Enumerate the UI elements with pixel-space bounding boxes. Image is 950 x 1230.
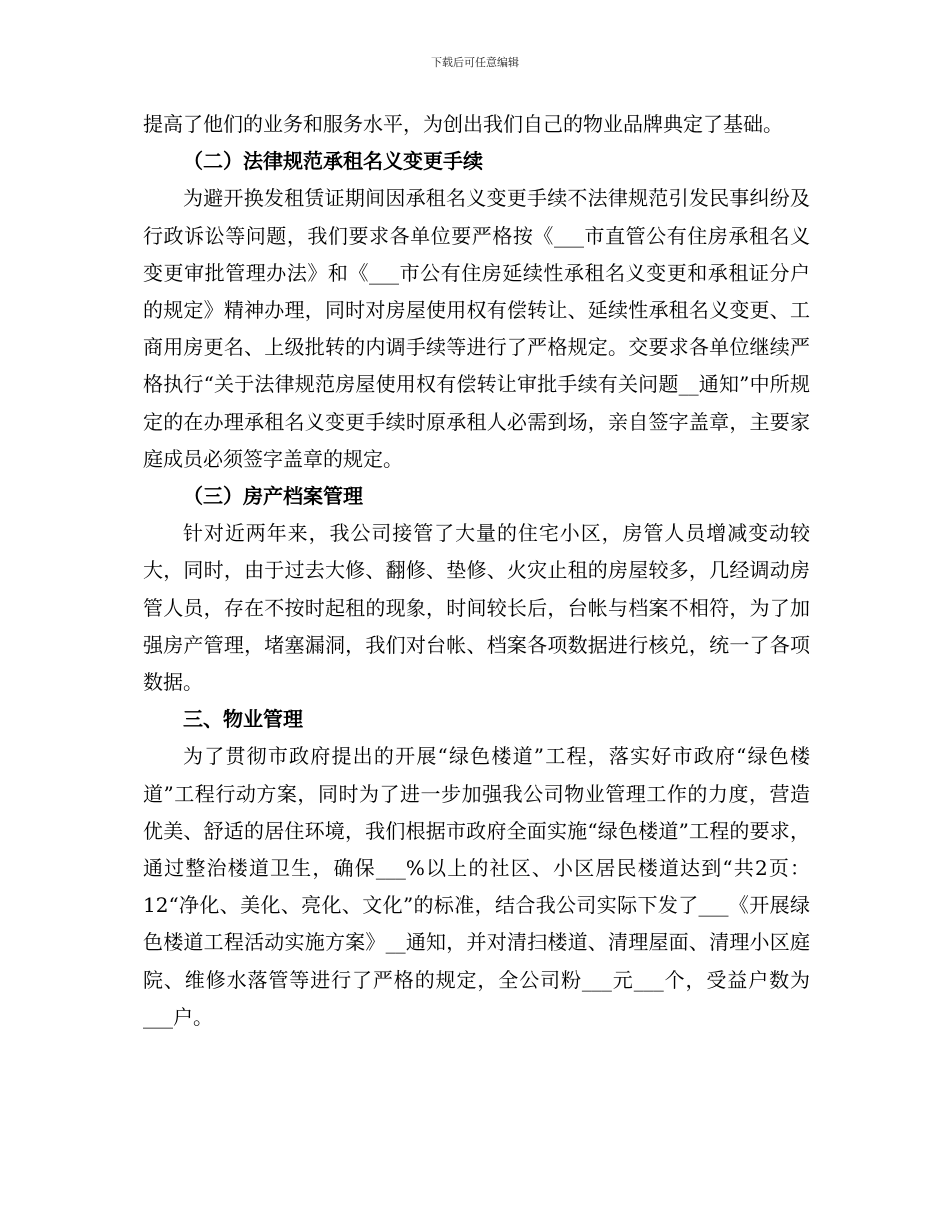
paragraph-green-corridor: 为了贯彻市政府提出的开展“绿色楼道”工程，落实好市政府“绿色楼道”工程行动方案，同时为了进一步加强我公司物业管理工作的力度，营造优美、舒适的居住环境，我们根据市政府全面实施“绿色楼道”工程的要求，通过整治楼道卫生，确保___%以上的社区、小区居民楼道达到“共2页：12“净化、美化、亮化、文化”的标准，结合我公司实际下发了___《开展绿色楼道工程活动实施方案》__通知，并对清扫楼道、清理屋面、清理小区庭院、维修水落管等进行了严格的规定，全公司粉___元___个，受益户数为___户。: [143, 744, 810, 1029]
paragraph-lease-name-change: 为避开换发租赁证期间因承租名义变更手续不法律规范引发民事纠纷及行政诉讼等问题，我们要求各单位要严格按《___市直管公有住房承租名义变更审批管理办法》和《___市公有住房延续性承租名义变更和承租证分户的规定》精神办理，同时对房屋使用权有偿转让、延续性承租名义变更、工商用房更名、上级批转的内调手续等进行了严格规定。交要求各单位继续严格执行“关于法律规范房屋使用权有偿转让审批手续有关问题__通知”中所规定的在办理承租名义变更手续时原承租人必需到场，亲自签字盖章，主要家庭成员必须签字盖章的规定。: [143, 186, 810, 471]
section-heading-property-management: 三、物业管理: [183, 707, 303, 732]
page-header: 下载后可任意编辑: [431, 56, 519, 69]
section-heading-3: （三）房产档案管理: [183, 484, 363, 509]
paragraph-continuation: 提高了他们的业务和服务水平，为创出我们自己的物业品牌典定了基础。: [143, 112, 783, 136]
section-heading-2: （二）法律规范承租名义变更手续: [183, 149, 483, 174]
paragraph-archive-management: 针对近两年来，我公司接管了大量的住宅小区，房管人员增减变动较大，同时，由于过去大修、翻修、垫修、火灾止租的房屋较多，几经调动房管人员，存在不按时起租的现象，时间较长后，台帐与档案不相符，为了加强房产管理，堵塞漏洞，我们对台帐、档案各项数据进行核兑，统一了各项数据。: [143, 521, 810, 695]
document-body: [143, 106, 810, 1036]
